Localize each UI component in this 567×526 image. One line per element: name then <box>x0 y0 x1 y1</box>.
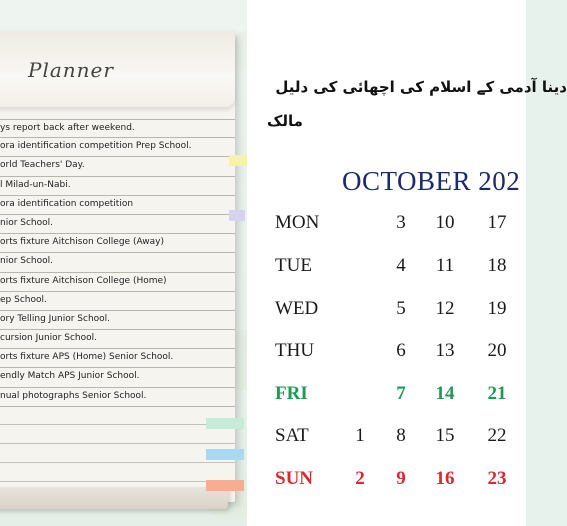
planner-item: orts fixture Aitchison College (Home) <box>0 273 235 292</box>
planner-title: Planner <box>28 58 114 82</box>
hadith-text: دینا آدمی کے اسلام کی اچھائی کی دلیل <box>275 78 567 96</box>
date-cell: 4 <box>396 255 406 276</box>
date-cell: 23 <box>487 468 507 489</box>
date-cell: 16 <box>435 468 455 489</box>
planner-item: orld Teachers' Day. <box>0 157 235 176</box>
planner-item: ory Telling Junior School. <box>0 311 235 330</box>
calendar-panel <box>247 0 567 526</box>
calendar-row-fri <box>247 383 526 413</box>
date-cell: 22 <box>487 425 507 446</box>
date-cell: 5 <box>396 298 406 319</box>
planner-item: nior School. <box>0 253 235 272</box>
planner-item: ora identification competition Prep School. <box>0 138 235 157</box>
calendar-row-sun <box>247 468 526 498</box>
page-tab-orange <box>206 480 244 491</box>
day-name: THU <box>275 340 315 361</box>
page-tab-mint <box>206 418 244 429</box>
date-cell: 20 <box>487 340 507 361</box>
page-tab-lavender <box>229 210 245 221</box>
date-cell: 17 <box>487 212 507 233</box>
planner-item: orts fixture APS (Home) Senior School. <box>0 349 235 368</box>
date-cell: 19 <box>487 298 507 319</box>
date-cell: 8 <box>396 425 406 446</box>
page-tab-blue <box>206 449 244 460</box>
date-cell: 2 <box>355 468 365 489</box>
day-name: SUN <box>275 468 314 489</box>
hadith-text-continued: مالک <box>267 112 303 130</box>
date-cell: 11 <box>435 255 455 276</box>
date-cell: 10 <box>435 212 455 233</box>
date-cell: 7 <box>396 383 406 404</box>
notebook-page-edge <box>0 487 228 509</box>
date-cell: 13 <box>435 340 455 361</box>
day-name: TUE <box>275 255 312 276</box>
date-cell: 1 <box>355 425 365 446</box>
planner-item: ep School. <box>0 292 235 311</box>
calendar-row-tue <box>247 255 526 285</box>
planner-item: l Milad-un-Nabi. <box>0 177 235 196</box>
calendar-row-thu <box>247 340 526 370</box>
date-cell: 6 <box>396 340 406 361</box>
page-tab-yellow <box>229 155 247 166</box>
day-name: WED <box>275 298 319 319</box>
day-name: MON <box>275 212 320 233</box>
month-title: OCTOBER 202 <box>342 166 521 196</box>
date-cell: 15 <box>435 425 455 446</box>
planner-item: nior School. <box>0 215 235 234</box>
planner-list <box>0 119 235 407</box>
planner-item: cursion Junior School. <box>0 330 235 349</box>
planner-item: endly Match APS Junior School. <box>0 368 235 387</box>
date-cell: 14 <box>435 383 455 404</box>
day-name: FRI <box>275 383 308 404</box>
day-name: SAT <box>275 425 309 446</box>
date-cell: 18 <box>487 255 507 276</box>
planner-item: nual photographs Senior School. <box>0 388 235 407</box>
calendar-row-wed <box>247 298 526 328</box>
planner-empty-lines <box>0 406 235 482</box>
planner-item: orts fixture Aitchison College (Away) <box>0 234 235 253</box>
calendar-row-mon <box>247 212 526 242</box>
calendar-row-sat <box>247 425 526 455</box>
date-cell: 12 <box>435 298 455 319</box>
planner-item: ys report back after weekend. <box>0 119 235 138</box>
planner-item: ora identification competition <box>0 196 235 215</box>
date-cell: 3 <box>396 212 406 233</box>
date-cell: 9 <box>396 468 406 489</box>
date-cell: 21 <box>487 383 507 404</box>
